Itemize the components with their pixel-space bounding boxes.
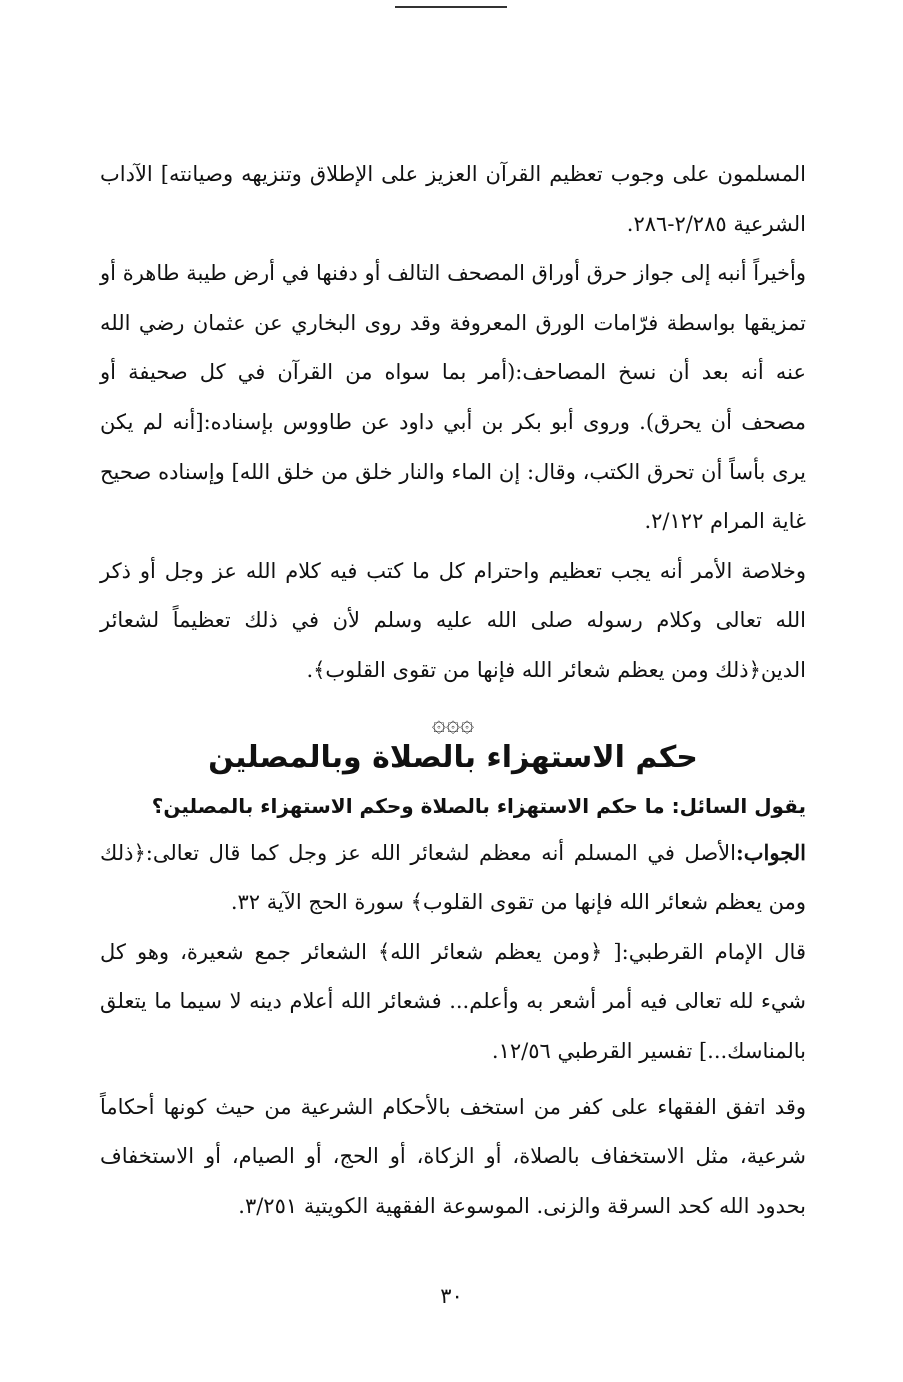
section-title: حكم الاستهزاء بالصلاة وبالمصلين bbox=[208, 739, 698, 775]
answer-paragraph bbox=[100, 828, 806, 928]
section-ornament: ۞۞۞ bbox=[431, 708, 475, 737]
paragraph-qurtubi: قال الإمام القرطبي:[ ﴿ومن يعظم شعائر الله﴾ الشعائر جمع شعيرة، وهو كل شيء لله تعالى فيه أمر أشعر به وأعلم... فشعائر الله أعلام دينه لا سيما ما يتعلق بالمناسك...] تفسير القرطبي ١٢/٥٦. bbox=[100, 939, 806, 1063]
paragraph-fuqaha: وقد اتفق الفقهاء على كفر من استخف بالأحكام الشرعية من حيث كونها أحكاماً شرعية، مثل الاستخفاف بالصلاة، أو الزكاة، أو الحج، أو الصيام، أو الاستخفاف بحدود الله كحد السرقة والزنى. الموسوعة الفقهية الكويتية ٣/٢٥١. bbox=[100, 1094, 806, 1218]
paragraph-adab-citation: المسلمون على وجوب تعظيم القرآن العزيز على الإطلاق وتنزيهه وصيانته] الآداب الشرعية ٢/٢٨٥-٢٨٦. bbox=[100, 162, 806, 236]
paragraph-conclusion: وخلاصة الأمر أنه يجب تعظيم واحترام كل ما كتب فيه كلام الله عز وجل أو ذكر الله تعالى وكلام رسوله صلى الله عليه وسلم لأن في ذلك تعظيماً لشعائر الدين﴿ذلك ومن يعظم شعائر الله فإنها من تقوى القلوب﴾. bbox=[100, 558, 806, 682]
answer-label: الجواب: bbox=[736, 839, 806, 865]
page-body bbox=[100, 150, 806, 1231]
top-rule bbox=[395, 6, 507, 8]
question-text: يقول السائل: ما حكم الاستهزاء بالصلاة وحكم الاستهزاء بالمصلين؟ bbox=[151, 793, 806, 818]
paragraph-burning-mushaf: وأخيراً أنبه إلى جواز حرق أوراق المصحف التالف أو دفنها في أرض طيبة طاهرة أو تمزيقها بواسطة فرّامات الورق المعروفة وقد روى البخاري عن عثمان رضي الله عنه أنه بعد أن نسخ المصاحف:(أمر بما سواه من القرآن في كل صحيفة أو مصحف أن يحرق). وروى أبو بكر بن أبي داود عن طاووس بإسناده:[أنه لم يكن يرى بأساً أن تحرق الكتب، وقال: إن الماء والنار خلق من خلق الله] وإسناده صحيح غاية المرام ٢/١٢٢. bbox=[100, 261, 806, 534]
page-number: ٣٠ bbox=[440, 1284, 463, 1308]
answer-text: الأصل في المسلم أنه معظم لشعائر الله عز وجل كما قال تعالى:﴿ذلك ومن يعظم شعائر الله فإنها من تقوى القلوب﴾ سورة الحج الآية ٣٢. bbox=[100, 840, 806, 915]
